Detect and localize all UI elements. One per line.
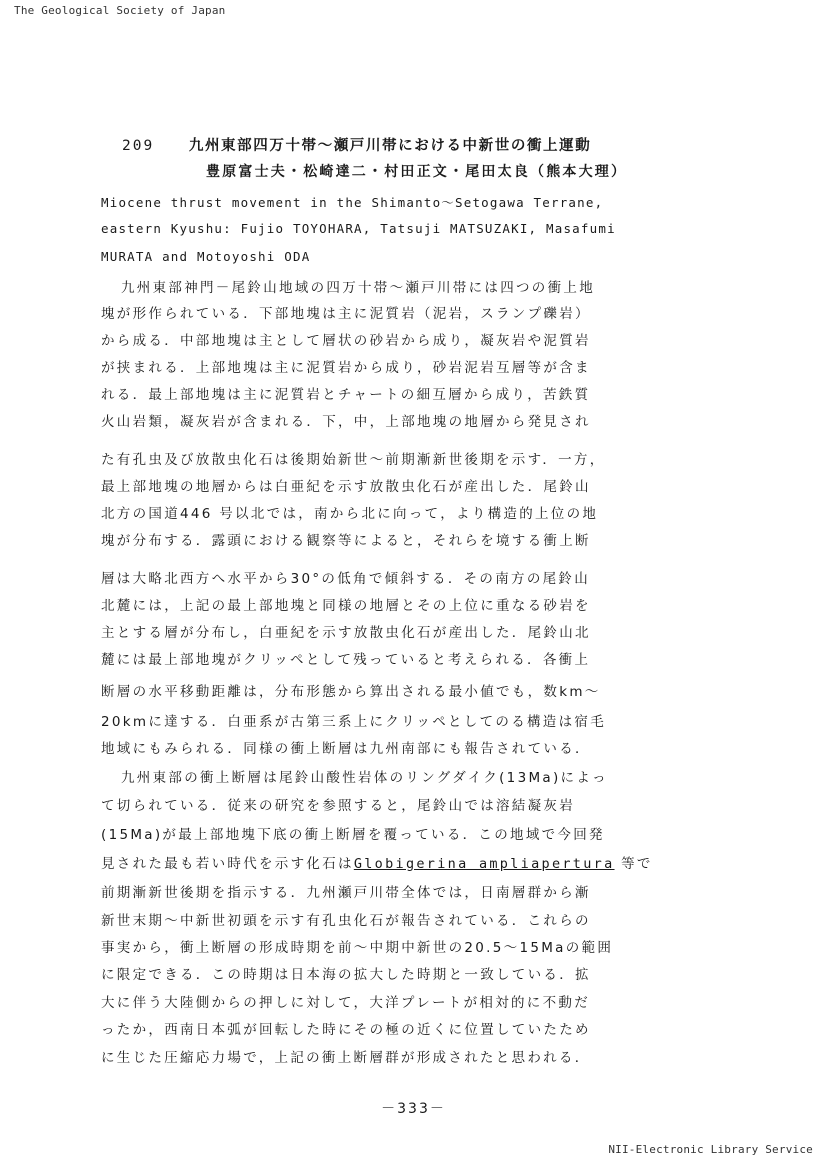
- body-line: た有孔虫及び放散虫化石は後期始新世～前期漸新世後期を示す．一方，: [101, 452, 606, 468]
- english-title-line: eastern Kyushu: Fujio TOYOHARA, Tatsuji MATSUZAKI, Masafumi: [101, 221, 616, 236]
- body-line: 北方の国道446 号以北では，南から北に向って，より構造的上位の地: [101, 506, 599, 522]
- footer-attribution: NII-Electronic Library Service: [608, 1143, 813, 1156]
- body-line: に限定できる．この時期は日本海の拡大した時期と一致している．拡: [101, 967, 591, 983]
- body-line-text: 見された最も若い時代を示す化石は: [101, 856, 354, 872]
- body-line: 九州東部神門－尾鈴山地域の四万十帯～瀬戸川帯には四つの衝上地: [121, 280, 595, 296]
- body-line-text: 等で: [614, 856, 653, 872]
- body-line: 九州東部の衝上断層は尾鈴山酸性岩体のリングダイク(13Ma)によっ: [121, 770, 608, 786]
- body-line: て切られている．従来の研究を参照すると，尾鈴山では溶結凝灰岩: [101, 798, 575, 814]
- body-line: 火山岩類，凝灰岩が含まれる．下，中，上部地塊の地層から発見され: [101, 414, 591, 430]
- fossil-taxon-name: Globigerina ampliapertura: [353, 856, 615, 872]
- abstract-number: 209: [122, 138, 155, 154]
- body-line: 20kmに達する．白亜系が古第三系上にクリッペとしてのる構造は宿毛: [101, 714, 607, 730]
- body-line: 地域にもみられる．同様の衝上断層は九州南部にも報告されている．: [101, 741, 591, 757]
- body-line: 事実から，衝上断層の形成時期を前～中期中新世の20.5～15Maの範囲: [101, 940, 614, 956]
- body-line: 塊が形作られている．下部地塊は主に泥質岩（泥岩，スランプ礫岩）: [101, 306, 591, 322]
- body-line: れる．最上部地塊は主に泥質岩とチャートの細互層から成り，苦鉄質: [101, 387, 591, 403]
- header-attribution: The Geological Society of Japan: [14, 4, 226, 17]
- body-line: 塊が分布する．露頭における観察等によると，それらを境する衝上断: [101, 533, 591, 549]
- body-line: 断層の水平移動距離は，分布形態から算出される最小値でも，数km～: [101, 684, 601, 700]
- body-line: が挟まれる．上部地塊は主に泥質岩から成り，砂岩泥岩互層等が含ま: [101, 360, 591, 376]
- body-line: に生じた圧縮応力場で，上記の衝上断層群が形成されたと思われる．: [101, 1050, 591, 1066]
- page-number: －333－: [381, 1101, 446, 1117]
- body-line: から成る．中部地塊は主として層状の砂岩から成り，凝灰岩や泥質岩: [101, 333, 591, 349]
- body-line: 新世末期～中新世初頭を示す有孔虫化石が報告されている．これらの: [101, 913, 591, 929]
- paper-title: [122, 134, 591, 155]
- body-line: 北麓には，上記の最上部地塊と同様の地層とその上位に重なる砂岩を: [101, 598, 591, 614]
- english-title-line: Miocene thrust movement in the Shimanto～Setogawa Terrane,: [101, 195, 604, 210]
- body-line: 最上部地塊の地層からは白亜紀を示す放散虫化石が産出した．尾鈴山: [101, 479, 591, 495]
- body-line: 大に伴う大陸側からの押しに対して，大洋プレートが相対的に不動だ: [101, 995, 590, 1011]
- english-title-line: MURATA and Motoyoshi ODA: [101, 249, 311, 264]
- body-line: 主とする層が分布し，白亜紀を示す放散虫化石が産出した．尾鈴山北: [101, 625, 591, 641]
- body-line: 前期漸新世後期を指示する．九州瀬戸川帯全体では，日南層群から漸: [101, 885, 591, 901]
- authors-japanese: 豊原富士夫・松崎達二・村田正文・尾田太良（熊本大理）: [206, 164, 628, 180]
- body-line: 層は大略北西方へ水平から30°の低角で傾斜する．その南方の尾鈴山: [101, 571, 591, 587]
- body-line: ったか，西南日本弧が回転した時にその極の近くに位置していたため: [101, 1022, 591, 1038]
- body-line: (15Ma)が最上部地塊下底の衝上断層を覆っている．この地域で今回発: [101, 827, 605, 843]
- body-line: [101, 852, 728, 872]
- body-line: 麓には最上部地塊がクリッペとして残っていると考えられる．各衝上: [101, 652, 591, 668]
- title-text: 九州東部四万十帯～瀬戸川帯における中新世の衝上運動: [188, 138, 592, 154]
